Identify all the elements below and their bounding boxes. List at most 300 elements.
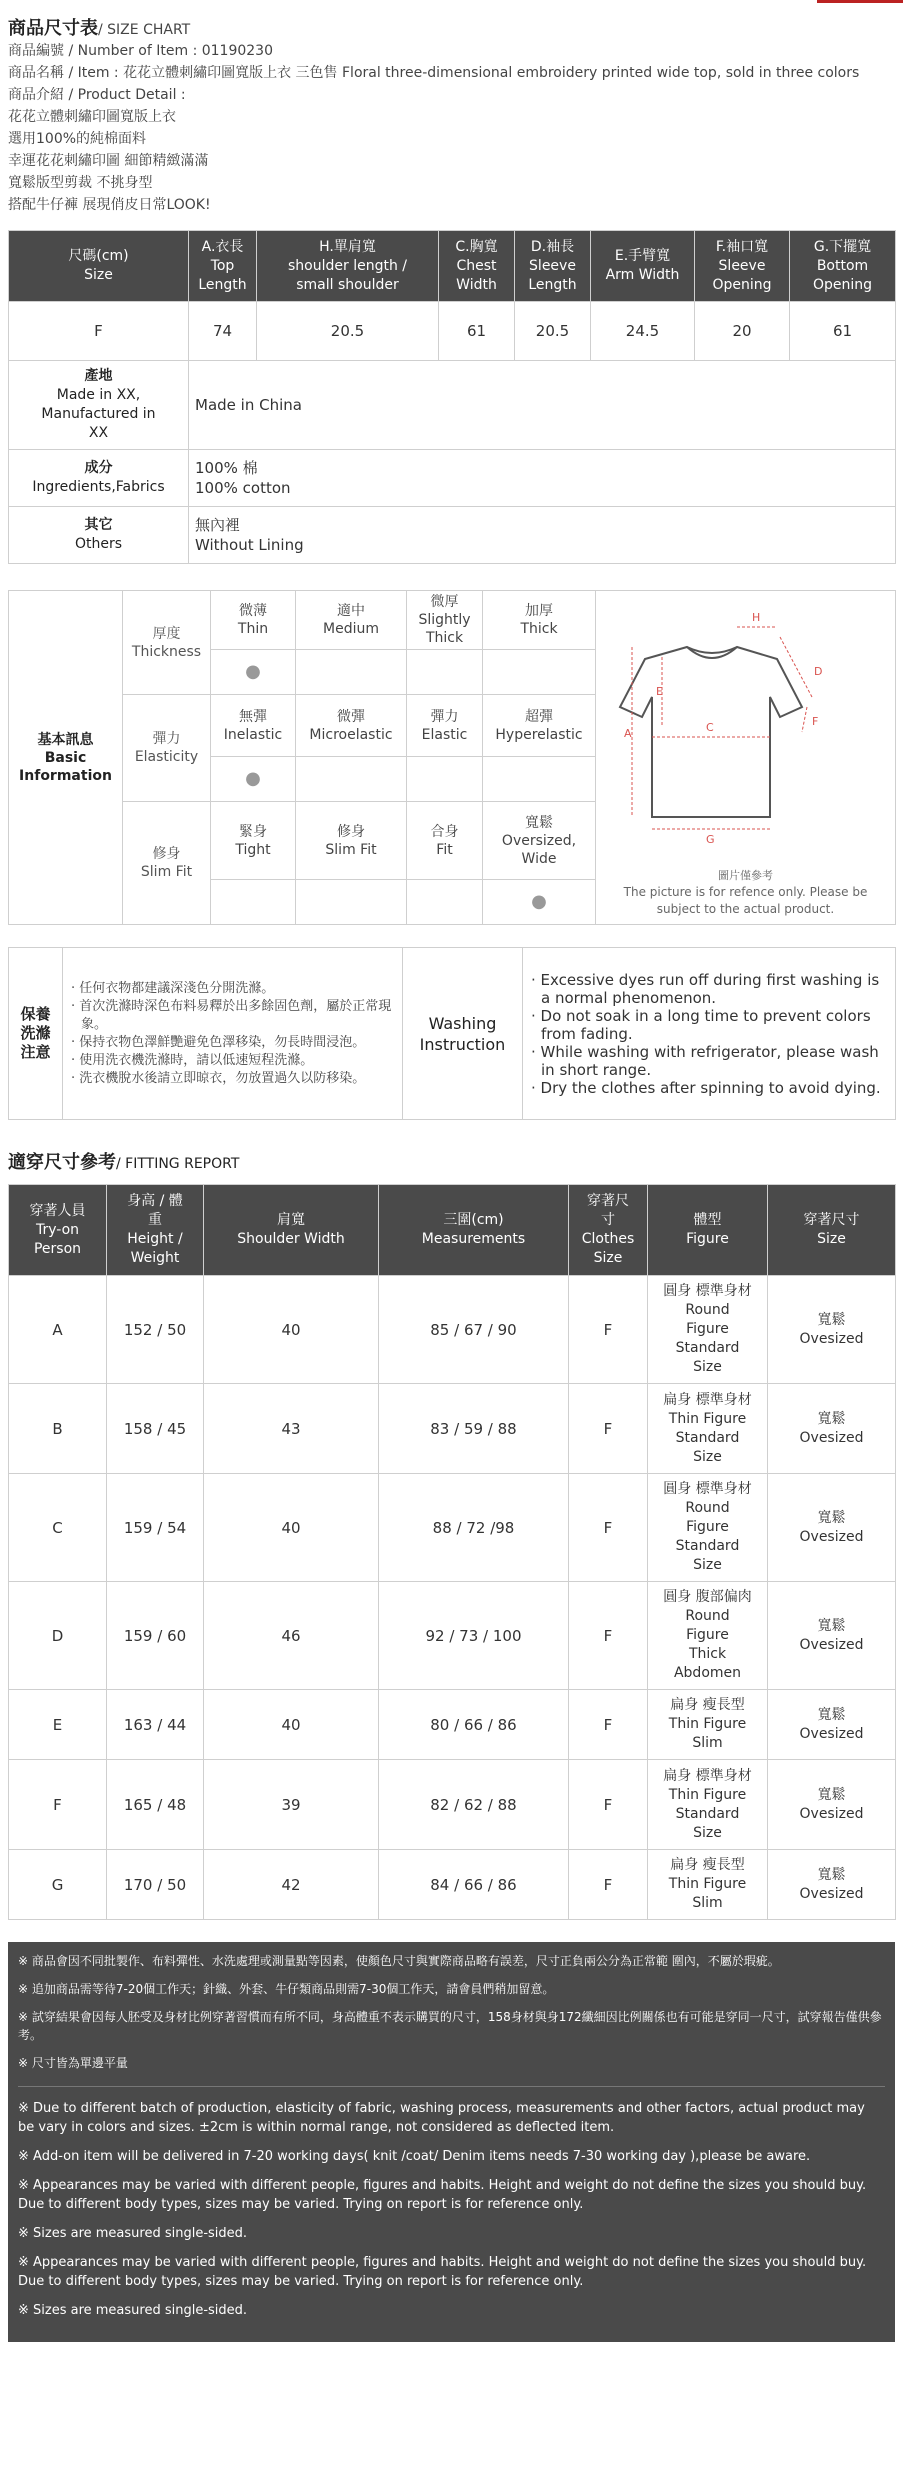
elasticity-dot-cell	[296, 757, 407, 802]
fitting-body	[9, 1276, 896, 1920]
text-line: G.下擺寬	[813, 238, 872, 255]
text-line: Ovesized	[799, 1885, 864, 1902]
fitting-cell: C	[9, 1474, 107, 1582]
fitting-header-cell	[379, 1185, 569, 1276]
size-value-cell: 20.5	[257, 302, 439, 361]
fitting-header-cell	[648, 1185, 768, 1276]
text-line: 穿著尺寸	[803, 1212, 860, 1228]
fitting-row	[9, 1474, 896, 1582]
text-line: 穿著尺	[587, 1193, 629, 1209]
text-line: 寸	[601, 1212, 615, 1228]
text-line: Figure	[686, 1231, 729, 1247]
fitting-cell: G	[9, 1850, 107, 1920]
detail-item: 選用100%的純棉面料	[8, 131, 147, 147]
washing-item: · 使用洗衣機洗滌時，請以低速短程洗滌。	[71, 1052, 314, 1068]
text-line: Without Lining	[195, 536, 304, 554]
text-line: Thin	[237, 621, 269, 637]
fabric-label	[9, 450, 189, 507]
text-line: 圓身 標準身材	[663, 1481, 752, 1497]
thickness-dot-cell	[296, 650, 407, 695]
figure-cell	[648, 1690, 768, 1760]
thickness-label	[123, 591, 211, 695]
fit-label	[123, 802, 211, 925]
text-line: small shoulder	[296, 276, 399, 293]
text-line: 扁身 標準身材	[663, 1767, 752, 1784]
fitting-header-cell	[9, 1185, 107, 1276]
detail-item: 花花立體刺繡印圖寬版上衣	[8, 109, 176, 125]
fit-option	[483, 802, 596, 880]
text-line: H.單肩寬	[319, 238, 376, 255]
text-line: Thick	[688, 1646, 727, 1662]
product-info	[8, 40, 895, 216]
text-line: Made in XX,	[56, 387, 141, 403]
text-line: 扁身 標準身材	[663, 1391, 752, 1408]
figure-cell	[648, 1850, 768, 1920]
text-line: Top	[210, 257, 235, 274]
fitting-cell: A	[9, 1276, 107, 1384]
text-line: Information	[19, 767, 112, 784]
thickness-option	[296, 591, 407, 650]
text-line: Sleeve	[529, 257, 576, 274]
text-line: 產地	[84, 368, 113, 384]
detail-item: 搭配牛仔褲 展現俏皮日常LOOK!	[8, 197, 211, 213]
fitting-header-cell	[204, 1185, 379, 1276]
text-line: 微彈	[337, 708, 365, 725]
elasticity-dot-cell	[407, 757, 483, 802]
detail-item: 幸運花花刺繡印圖 細節精緻滿滿	[8, 153, 209, 169]
elasticity-dot-cell	[483, 757, 596, 802]
elasticity-option	[407, 695, 483, 757]
text-line: Ovesized	[799, 1429, 864, 1446]
text-line: Ovesized	[799, 1528, 864, 1545]
diagram-letter: C	[706, 721, 714, 734]
text-line: Hyperelastic	[495, 726, 583, 743]
text-line: Round	[685, 1608, 730, 1624]
text-line: Thick	[520, 621, 558, 637]
text-line: Figure	[686, 1519, 729, 1535]
fitting-table	[8, 1184, 896, 1920]
text-line: 扁身 瘦長型	[670, 1697, 745, 1713]
text-line: Others	[74, 536, 123, 552]
fitting-cell: 82 / 62 / 88	[379, 1760, 569, 1850]
others-label	[9, 507, 189, 564]
text-line: Width	[456, 276, 497, 293]
text-line: A.衣長	[201, 238, 244, 255]
fitting-cell: 152 / 50	[107, 1276, 204, 1384]
text-line: Elastic	[421, 726, 468, 743]
text-line: 注意	[20, 1043, 51, 1061]
origin-value: Made in China	[189, 361, 896, 450]
fitting-cell: 158 / 45	[107, 1384, 204, 1474]
size-value-cell: 20.5	[515, 302, 591, 361]
washing-instruction-title	[403, 948, 523, 1120]
text-line: C.胸寬	[455, 238, 498, 255]
note-item: ※ Sizes are measured single-sided.	[18, 2303, 248, 2318]
note-item: ※ Due to different batch of production, elasticity of fabric, washing process, measurements and other factors, actual product may be vary in colors and sizes. ±2cm is within normal range, not considered as deflected item.	[18, 2101, 865, 2135]
fitting-cell: 84 / 66 / 86	[379, 1850, 569, 1920]
text-line: Opening	[712, 276, 772, 293]
fitting-row	[9, 1276, 896, 1384]
text-line: XX	[88, 425, 109, 441]
elasticity-option	[211, 695, 296, 757]
notes-zh	[18, 1952, 885, 2072]
text-line: Round	[685, 1302, 730, 1318]
fitting-row	[9, 1760, 896, 1850]
washing-label	[9, 948, 63, 1120]
notes-divider	[18, 2086, 885, 2087]
text-line: 彈力	[152, 731, 181, 747]
basic-info-label	[9, 591, 123, 925]
thickness-dot-cell	[407, 650, 483, 695]
text-line: 重	[148, 1212, 162, 1228]
size-value-cell: 74	[189, 302, 257, 361]
fitting-header-cell	[569, 1185, 648, 1276]
text-line: 寬鬆	[817, 1509, 846, 1526]
washing-item: · While washing with refrigerator, please wash in short range.	[531, 1042, 879, 1079]
text-line: Length	[198, 276, 247, 293]
washing-row	[9, 948, 896, 1120]
figure-cell	[648, 1760, 768, 1850]
size-header-cell	[591, 231, 695, 302]
size-value-cell: 24.5	[591, 302, 695, 361]
text-line: Size	[817, 1231, 846, 1247]
text-line: 圓身 腹部偏肉	[663, 1589, 752, 1605]
fit-dot-cell	[296, 880, 407, 925]
text-line: Oversized,	[501, 832, 577, 849]
washing-en-list	[531, 971, 887, 1097]
figure-cell	[648, 1276, 768, 1384]
size-header-cell	[189, 231, 257, 302]
basic-info-table	[8, 590, 896, 925]
text-line: Fit	[436, 841, 453, 858]
text-line: Wide	[521, 850, 557, 867]
text-line: Ingredients,Fabrics	[32, 479, 165, 495]
text-line: Basic	[44, 749, 87, 766]
text-line: 寬鬆	[525, 814, 553, 831]
text-line: Slim	[692, 1735, 723, 1751]
fitting-cell: 163 / 44	[107, 1690, 204, 1760]
note-item: ※ Appearances may be varied with different people, figures and habits. Height and weight do not define the sizes you should buy. Due to different body types, sizes may be varied. Trying on report is for reference only.	[18, 2255, 867, 2289]
diagram-letters	[624, 611, 822, 846]
fit-option	[407, 802, 483, 880]
text-line: Try-on	[35, 1221, 80, 1238]
fitting-cell: 165 / 48	[107, 1760, 204, 1850]
size-table-row	[9, 302, 896, 361]
text-line: E.手臂寬	[614, 248, 671, 264]
text-line: Standard	[675, 1538, 740, 1554]
text-line: Arm Width	[605, 267, 680, 283]
text-line: Size	[593, 1250, 623, 1266]
text-line: Standard	[675, 1805, 740, 1822]
size-value-cell: 20	[695, 302, 790, 361]
size-header-cell	[790, 231, 896, 302]
fitting-cell: 42	[204, 1850, 379, 1920]
text-line: 寬鬆	[817, 1410, 846, 1427]
fitting-cell: 46	[204, 1582, 379, 1690]
fitting-cell: F	[569, 1850, 648, 1920]
text-line: 厚度	[152, 625, 181, 642]
text-line: Inelastic	[223, 726, 283, 743]
text-line: Slim Fit	[325, 841, 377, 858]
washing-zh-cell	[63, 948, 403, 1120]
text-line: Thin Figure	[668, 1716, 747, 1732]
note-item: ※ 試穿結果會因每人胚受及身材比例穿著習慣而有所不同，身高體重不表示購買的尺寸，158身材與身172纖細因比例關係也有可能是穿同一尺寸，試穿報告僅供參考。	[18, 2010, 882, 2042]
text-line: Shoulder Width	[237, 1231, 345, 1247]
text-line: 體型	[693, 1212, 722, 1228]
detail-label: 商品介紹 / Product Detail :	[8, 87, 186, 103]
text-line: Weight	[130, 1250, 180, 1266]
text-line: Standard	[675, 1429, 740, 1446]
thickness-option	[483, 591, 596, 650]
fitting-title-en: / FITTING REPORT	[116, 1156, 240, 1172]
size-header-cell	[257, 231, 439, 302]
text-line: Elasticity	[134, 749, 199, 765]
text-line: 身高 / 體	[127, 1193, 183, 1209]
text-line: Bottom	[816, 257, 869, 274]
size-value-cell: F	[9, 302, 189, 361]
washing-zh-list	[71, 980, 394, 1088]
text-line: Length	[528, 276, 577, 293]
text-line: Person	[33, 1240, 82, 1257]
text-line: Standard	[675, 1340, 740, 1356]
washing-item: · 首次洗滌時深色布料易釋於出多餘固色劑，屬於正常現象。	[71, 998, 392, 1032]
text-line: 寬鬆	[817, 1617, 846, 1634]
fitting-header-cell	[107, 1185, 204, 1276]
fitting-title	[8, 1148, 895, 1174]
text-line: Size	[693, 1359, 722, 1375]
washing-item: · 任何衣物都建議深淺色分開洗滌。	[71, 980, 275, 996]
elasticity-label	[123, 695, 211, 802]
text-line: Microelastic	[309, 726, 393, 743]
note-item: ※ Sizes are measured single-sided.	[18, 2226, 248, 2241]
origin-label	[9, 361, 189, 450]
title-zh: 商品尺寸表	[8, 18, 98, 39]
diagram-letter: G	[706, 833, 715, 846]
text-line: 穿著人員	[29, 1202, 86, 1219]
text-line: Thin Figure	[668, 1786, 747, 1803]
text-line: 合身	[430, 823, 459, 840]
fitting-row	[9, 1690, 896, 1760]
washing-item: · 洗衣機脫水後請立即晾衣，勿放置過久以防移染。	[71, 1070, 366, 1086]
elasticity-option	[296, 695, 407, 757]
text-line: 無內裡	[195, 516, 241, 534]
thickness-dot-cell	[483, 650, 596, 695]
text-line: Ovesized	[799, 1725, 864, 1742]
fitting-cell: 40	[204, 1474, 379, 1582]
text-line: Sleeve	[718, 257, 766, 274]
fitting-row	[9, 1582, 896, 1690]
fit-dot-cell: ●	[483, 880, 596, 925]
washing-item: · 保持衣物色澤鮮艷避免色澤移染，勿長時間浸泡。	[71, 1034, 366, 1050]
text-line: Size	[693, 1448, 722, 1465]
text-line: 寬鬆	[817, 1311, 846, 1328]
notes-box	[8, 1942, 895, 2342]
text-line: Round	[685, 1500, 730, 1516]
text-line: Ovesized	[799, 1636, 864, 1653]
diagram-letter: F	[812, 715, 819, 728]
fitting-cell: 159 / 60	[107, 1582, 204, 1690]
size-header-cell	[439, 231, 515, 302]
text-line: 扁身 瘦長型	[670, 1857, 745, 1873]
text-line: 加厚	[525, 603, 553, 619]
text-line: Thin Figure	[668, 1876, 747, 1892]
note-item: ※ 追加商品需等待7-20個工作天；針織、外套、牛仔類商品則需7-30個工作天，請會員們稍加留意。	[18, 1982, 555, 1996]
fabric-row	[9, 450, 896, 507]
text-line: Ovesized	[799, 1805, 864, 1822]
text-line: 尺碼(cm)	[68, 248, 129, 264]
fabric-value	[189, 450, 896, 507]
fitting-cell: B	[9, 1384, 107, 1474]
diagram-caption-en: The picture is for refence only. Please be subject to the actual product.	[623, 885, 868, 916]
text-line: 微厚	[430, 594, 459, 610]
fitting-header-cell	[768, 1185, 896, 1276]
item-number: 商品編號 / Number of Item : 01190230	[8, 43, 273, 59]
fit-option	[296, 802, 407, 880]
text-line: Ovesized	[799, 1330, 864, 1347]
washing-en-cell	[523, 948, 896, 1120]
text-line: 成分	[84, 460, 113, 476]
origin-row	[9, 361, 896, 450]
text-line: 寬鬆	[817, 1866, 846, 1883]
text-line: 緊身	[239, 823, 267, 840]
others-row	[9, 507, 896, 564]
text-line: 適中	[337, 603, 365, 619]
text-line: 超彈	[525, 708, 553, 725]
text-line: 圓身 標準身材	[663, 1283, 752, 1299]
diagram-caption-zh: 圖片僅參考	[718, 869, 773, 882]
text-line: Clothes	[581, 1231, 635, 1247]
fitting-cell: 170 / 50	[107, 1850, 204, 1920]
size-value-cell: 61	[439, 302, 515, 361]
fitting-row	[9, 1384, 896, 1474]
fitting-row	[9, 1850, 896, 1920]
fit-option	[211, 802, 296, 880]
text-line: 100% 棉	[195, 459, 258, 477]
detail-item: 寬鬆版型剪裁 不挑身型	[8, 175, 153, 191]
diagram-letter: D	[814, 665, 823, 678]
size-header-cell	[9, 231, 189, 302]
text-line: F.袖口寬	[715, 238, 769, 255]
fitting-cell: 83 / 59 / 88	[379, 1384, 569, 1474]
fitting-cell: 39	[204, 1760, 379, 1850]
text-line: Opening	[812, 276, 873, 293]
text-line: 基本訊息	[37, 731, 94, 748]
text-line: Washing	[428, 1013, 497, 1033]
item-name: 商品名稱 / Item : 花花立體刺繡印圖寬版上衣 三色售 Floral three-dimensional embroidery printed wide top, sold in three colors	[8, 65, 860, 81]
size-header-cell	[695, 231, 790, 302]
text-line: 修身	[337, 823, 365, 840]
text-line: Instruction	[419, 1034, 506, 1054]
text-line: Manufactured in	[41, 406, 156, 422]
text-line: Slim	[692, 1895, 723, 1911]
fitting-cell: 40	[204, 1690, 379, 1760]
fitting-cell: F	[9, 1760, 107, 1850]
text-line: 保養	[20, 1005, 51, 1023]
text-line: 無彈	[239, 708, 267, 725]
text-line: 寬鬆	[817, 1706, 846, 1723]
fitting-cell: F	[569, 1474, 648, 1582]
wear-size-cell	[768, 1276, 896, 1384]
size-header-cell	[515, 231, 591, 302]
text-line: Slightly	[418, 612, 471, 628]
text-line: Figure	[686, 1321, 729, 1337]
fitting-cell: 40	[204, 1276, 379, 1384]
wear-size-cell	[768, 1690, 896, 1760]
wear-size-cell	[768, 1474, 896, 1582]
wear-size-cell	[768, 1850, 896, 1920]
fit-dot-cell	[211, 880, 296, 925]
note-item: ※ 尺寸皆為單邊平量	[18, 2056, 128, 2070]
text-line: 三圍(cm)	[443, 1212, 504, 1228]
title-en: / SIZE CHART	[98, 22, 191, 38]
text-line: 彈力	[430, 708, 459, 725]
text-line: 肩寬	[277, 1212, 305, 1228]
fitting-cell: E	[9, 1690, 107, 1760]
size-value-cell: 61	[790, 302, 896, 361]
text-line: 修身	[152, 846, 181, 862]
wear-size-cell	[768, 1582, 896, 1690]
text-line: Chest	[456, 257, 497, 274]
notes-en	[18, 2099, 885, 2320]
elasticity-dot-cell: ●	[211, 757, 296, 802]
diagram-letter: E	[656, 685, 663, 698]
page-title	[8, 14, 895, 40]
text-line: 100% cotton	[195, 479, 291, 497]
fitting-cell: 80 / 66 / 86	[379, 1690, 569, 1760]
text-line: Thick	[425, 630, 464, 646]
text-line: Height /	[127, 1231, 183, 1247]
fitting-header	[9, 1185, 896, 1276]
text-line: Measurements	[421, 1231, 526, 1247]
text-line: Size	[84, 267, 113, 283]
text-line: 寬鬆	[817, 1786, 846, 1803]
text-line: Abdomen	[673, 1665, 742, 1681]
note-item: ※ 商品會因不同批製作、布料彈性、水洗處理或測量點等因素，使顏色尺寸與實際商品略有誤差，尺寸正負兩公分為正常範 圍內，不屬於瑕疵。	[18, 1954, 780, 1968]
text-line: Size	[693, 1824, 722, 1841]
thickness-option	[407, 591, 483, 650]
text-line: Medium	[323, 621, 379, 637]
fitting-title-zh: 適穿尺寸參考	[8, 1152, 116, 1173]
fitting-cell: F	[569, 1690, 648, 1760]
fitting-cell: 159 / 54	[107, 1474, 204, 1582]
size-table-header	[9, 231, 896, 302]
fit-dot-cell	[407, 880, 483, 925]
figure-cell	[648, 1384, 768, 1474]
fitting-cell: D	[9, 1582, 107, 1690]
tshirt-diagram	[596, 591, 896, 925]
washing-table	[8, 947, 896, 1120]
figure-cell	[648, 1474, 768, 1582]
fitting-cell: F	[569, 1384, 648, 1474]
diagram-letter: A	[624, 727, 632, 740]
text-line: Thin Figure	[668, 1410, 747, 1427]
fitting-cell: 88 / 72 /98	[379, 1474, 569, 1582]
size-chart-page	[8, 0, 895, 2342]
wear-size-cell	[768, 1760, 896, 1850]
size-table	[8, 230, 896, 564]
figure-cell	[648, 1582, 768, 1690]
wear-size-cell	[768, 1384, 896, 1474]
note-item: ※ Add-on item will be delivered in 7-20 working days( knit /coat/ Denim items needs 7-30 working day ),please be aware.	[18, 2149, 811, 2164]
diagram-letter: H	[752, 611, 761, 624]
fitting-cell: 92 / 73 / 100	[379, 1582, 569, 1690]
text-line: Size	[693, 1557, 722, 1573]
fitting-cell: F	[569, 1276, 648, 1384]
text-line: 其它	[84, 517, 113, 533]
text-line: shoulder length /	[288, 257, 407, 274]
text-line: Thickness	[131, 643, 202, 660]
fitting-cell: F	[569, 1582, 648, 1690]
